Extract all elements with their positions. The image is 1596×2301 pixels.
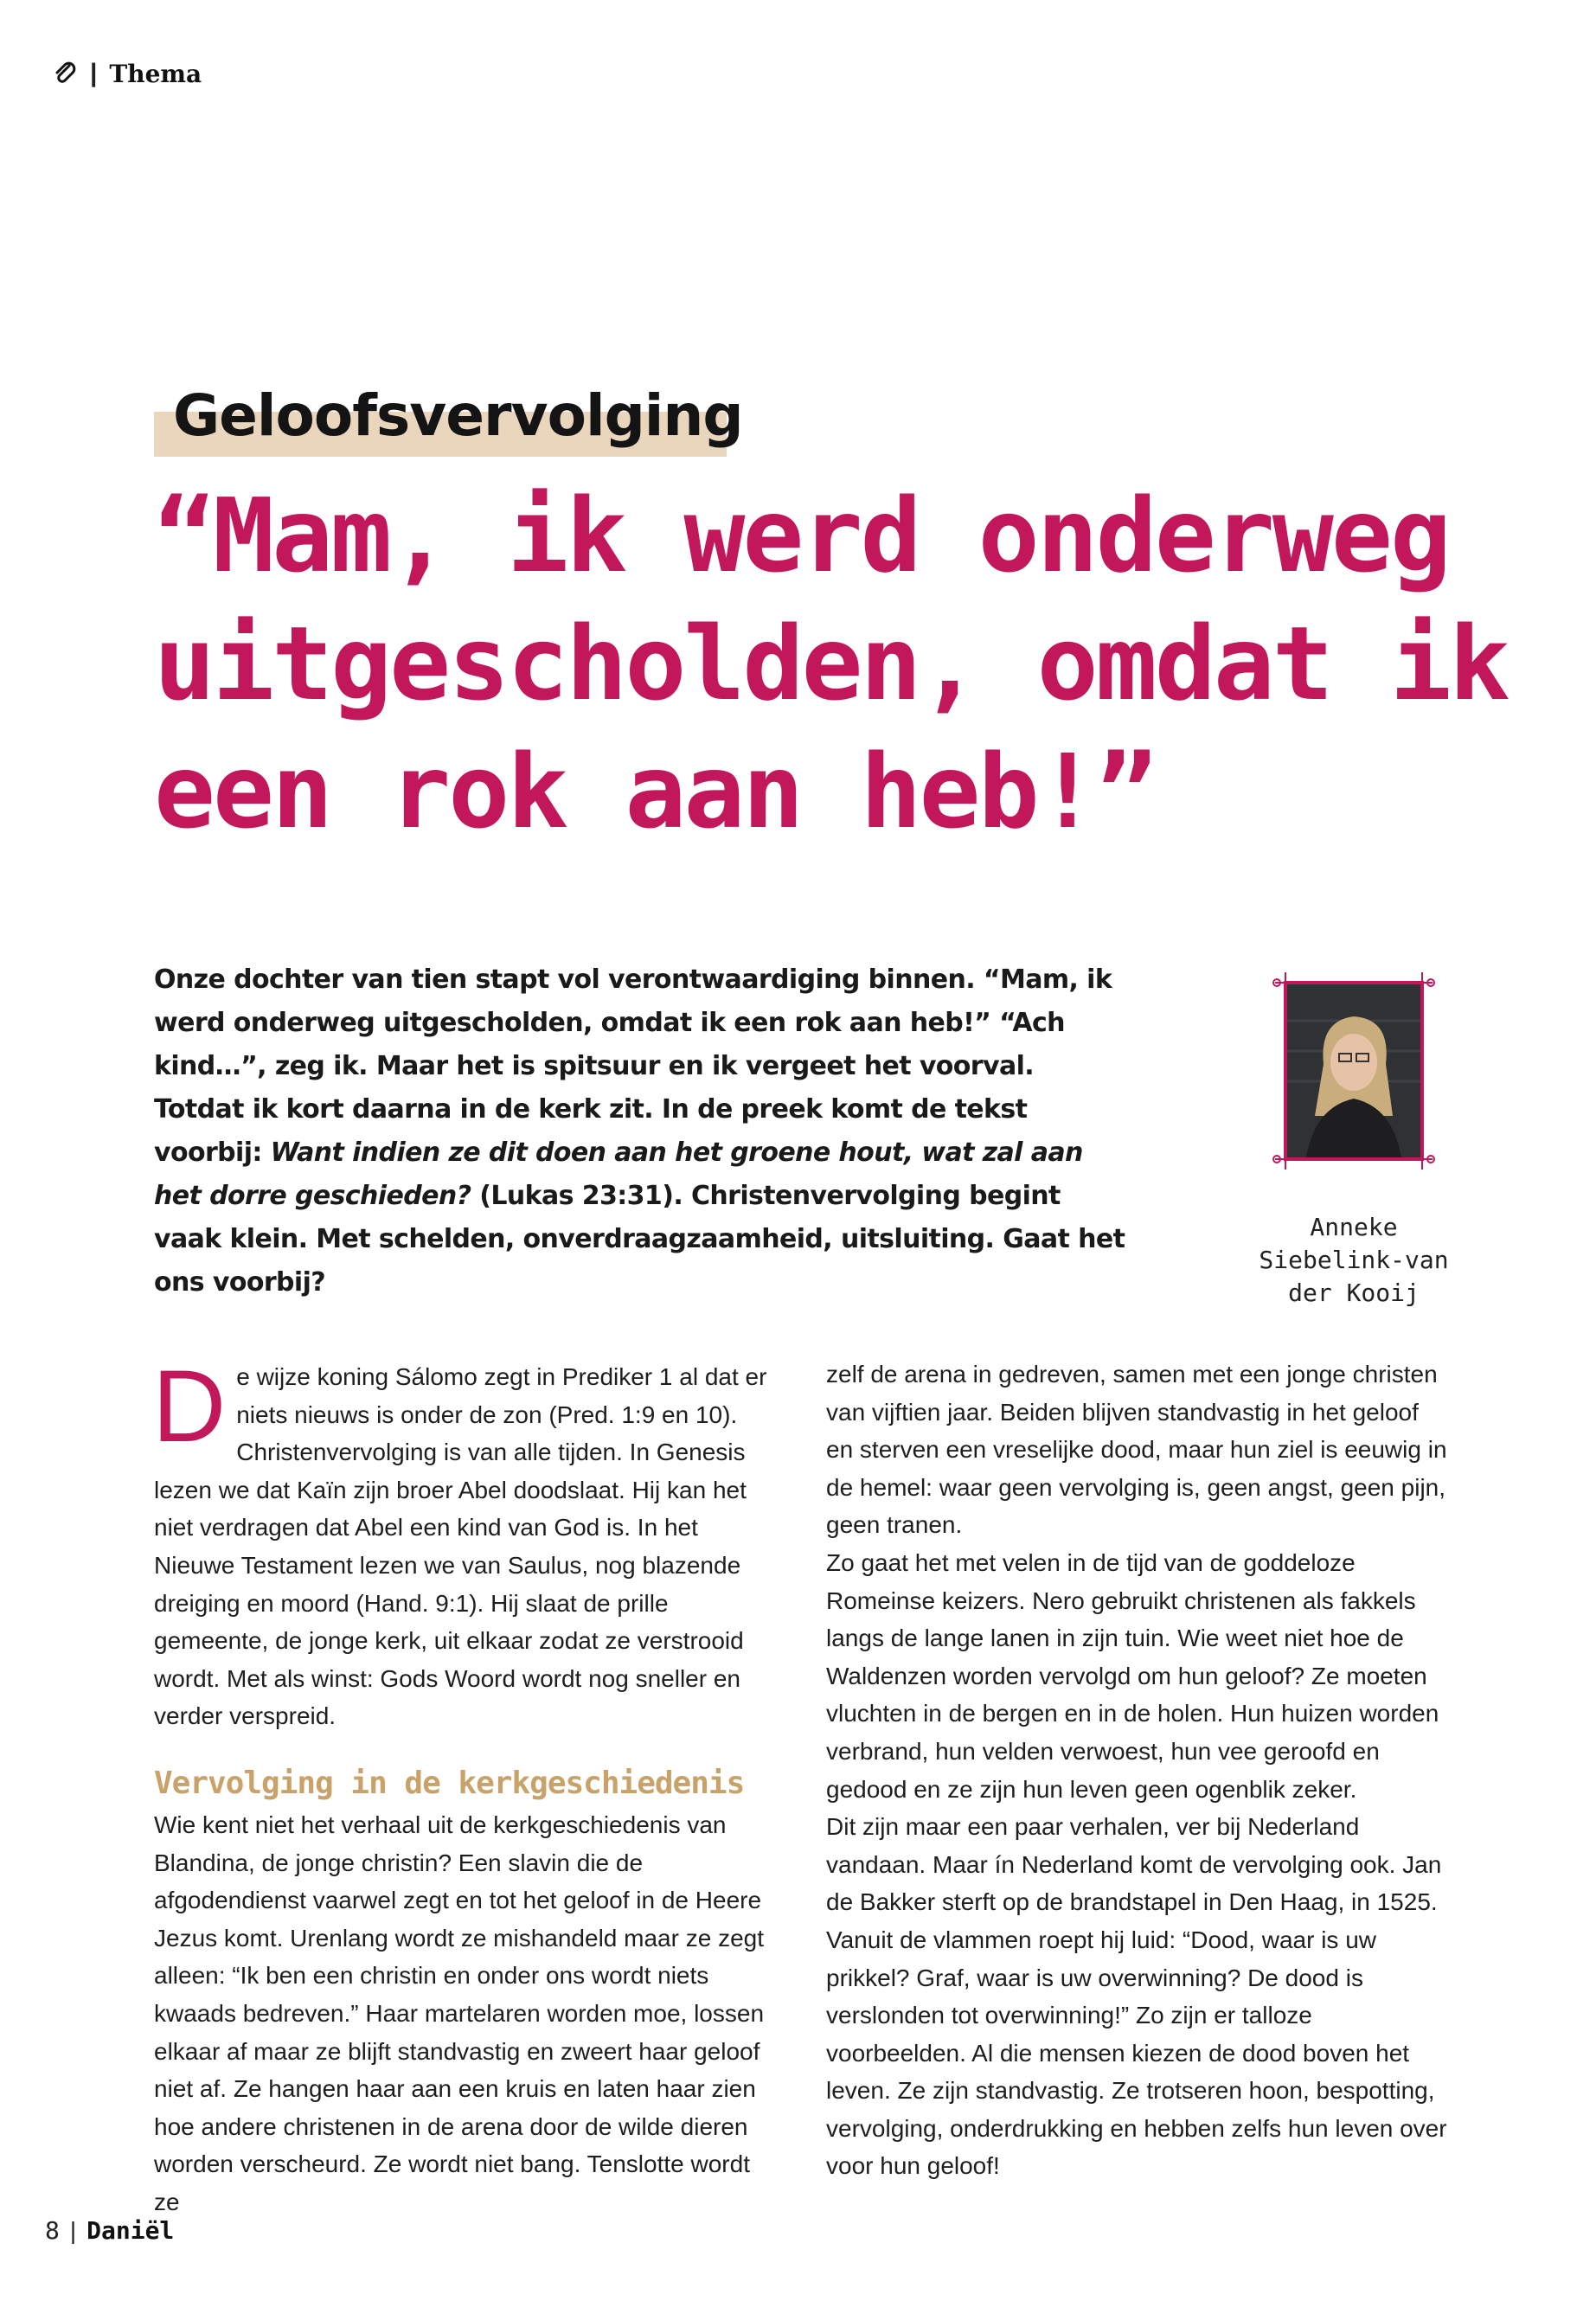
intro-paragraph xyxy=(154,958,1131,1304)
headline-line: een rok aan heb!” xyxy=(154,732,1155,851)
body-column-right xyxy=(826,1356,1449,2185)
headline xyxy=(154,471,1538,856)
body-paragraph: zelf de arena in gedreven, samen met een jonge christen van vijftien jaar. Beiden blijven standvastig in het geloof en sterven een vreselijke dood, maar hun ziel is eeuwig in de hemel: waar geen vervolging is, geen angst, geen pijn, geen tranen. xyxy=(826,1361,1447,1539)
author-photo xyxy=(1272,969,1436,1176)
body-paragraph: Dit zijn maar een paar verhalen, ver bij Nederland vandaan. Maar ín Nederland komt de vervolging ook. Jan de Bakker sterft op de brandstapel in Den Haag, in 1525. Vanuit de vlammen roept hij luid: “Dood, waar is uw prikkel? Graf, waar is uw overwinning? De dood is verslonden tot overwinning!” Zo zijn er talloze voorbeelden. Al die mensen kiezen de dood boven het leven. Ze zijn standvastig. Ze trotseren hoon, bespotting, vervolging, onderdrukking en hebben zelfs hun leven over voor hun geloof! xyxy=(826,1813,1447,2180)
body-paragraph: Wie kent niet het verhaal uit de kerkgeschiedenis van Blandina, de jonge christin? Een slavin die de afgodendienst vaarwel zegt en tot het geloof in de Heere Jezus komt. Urenlang wordt ze mishandeld maar ze zegt alleen: “Ik ben een christin en onder ons wordt niets kwaads bedreven.” Haar martelaren worden moe, lossen elkaar af maar ze blijft standvastig en zweert haar geloof niet af. Ze hangen haar aan een kruis en laten haar zien hoe andere christenen in de arena door de wilde dieren worden verscheurd. Ze wordt niet bang. Tenslotte wordt ze xyxy=(154,1811,765,2215)
author-name: Anneke Siebelink-van der Kooij xyxy=(1259,1213,1449,1307)
body-paragraph: Zo gaat het met velen in de tijd van de goddeloze Romeinse keizers. Nero gebruikt christenen als fakkels langs de lange lanen in zijn tuin. Wie weet niet hoe de Waldenzen worden vervolgd om hun geloof? Ze moeten vluchten in de bergen en in de holen. Hun huizen worden verbrand, hun velden verwoest, hun vee geroofd en gedood en ze zijn hun leven geen ogenblik zeker. xyxy=(826,1548,1439,1803)
paperclip-icon xyxy=(52,61,78,87)
header-separator: | xyxy=(90,59,98,87)
page-number: 8 xyxy=(45,2216,60,2245)
page-footer xyxy=(45,2216,174,2245)
intro-text: Onze dochter van tien stapt vol verontwaardiging binnen. “Mam, ik werd onderweg uitgescholden, omdat ik een rok aan heb!” “Ach kind…”, zeg ik. Maar het is spitsuur en ik vergeet het voorval. Totdat ik kort daarna in de kerk zit. In de preek komt de tekst voorbij: xyxy=(154,965,1112,1168)
intro-text: (Lukas 23:31). Christenvervolging begint vaak klein. Met schelden, onverdraagzaamheid, uitsluiting. Gaat het ons voorbij? xyxy=(154,1181,1125,1298)
page-header xyxy=(52,59,202,88)
headline-line: uitgescholden, omdat ik xyxy=(154,604,1508,723)
footer-separator: | xyxy=(69,2216,77,2244)
subheading: Vervolging in de kerkgeschiedenis xyxy=(154,1765,745,1801)
headline-line: “Mam, ik werd onderweg xyxy=(154,476,1449,595)
dropcap: D xyxy=(152,1349,227,1464)
section-label: Thema xyxy=(109,59,202,88)
intro-bible-quote: Want indien ze dit doen aan het groene hout, wat zal aan het dorre geschieden? xyxy=(154,1138,1083,1211)
body-paragraph xyxy=(152,1349,777,1735)
magazine-name: Daniël xyxy=(87,2216,175,2245)
body-text: e wijze koning Sálomo zegt in Prediker 1 al dat er niets nieuws is onder de zon (Pred. 1:9 en 10). Christenvervolging is van alle tijden. In Genesis lezen we dat Kaïn zijn broer Abel doodslaat. Hij kan het niet verdragen dat Abel een kind van God is. In het Nieuwe Testament lezen we van Saulus, nog blazende dreiging en moord (Hand. 9:1). Hij slaat de prille gemeente, de jonge kerk, uit elkaar zodat ze verstrooid wordt. Met als winst: Gods Woord wordt nog sneller en verder verspreid. xyxy=(154,1363,767,1730)
kicker-text: Geloofsvervolging xyxy=(173,382,743,449)
kicker xyxy=(154,382,743,449)
body-column-left xyxy=(152,1349,777,2221)
